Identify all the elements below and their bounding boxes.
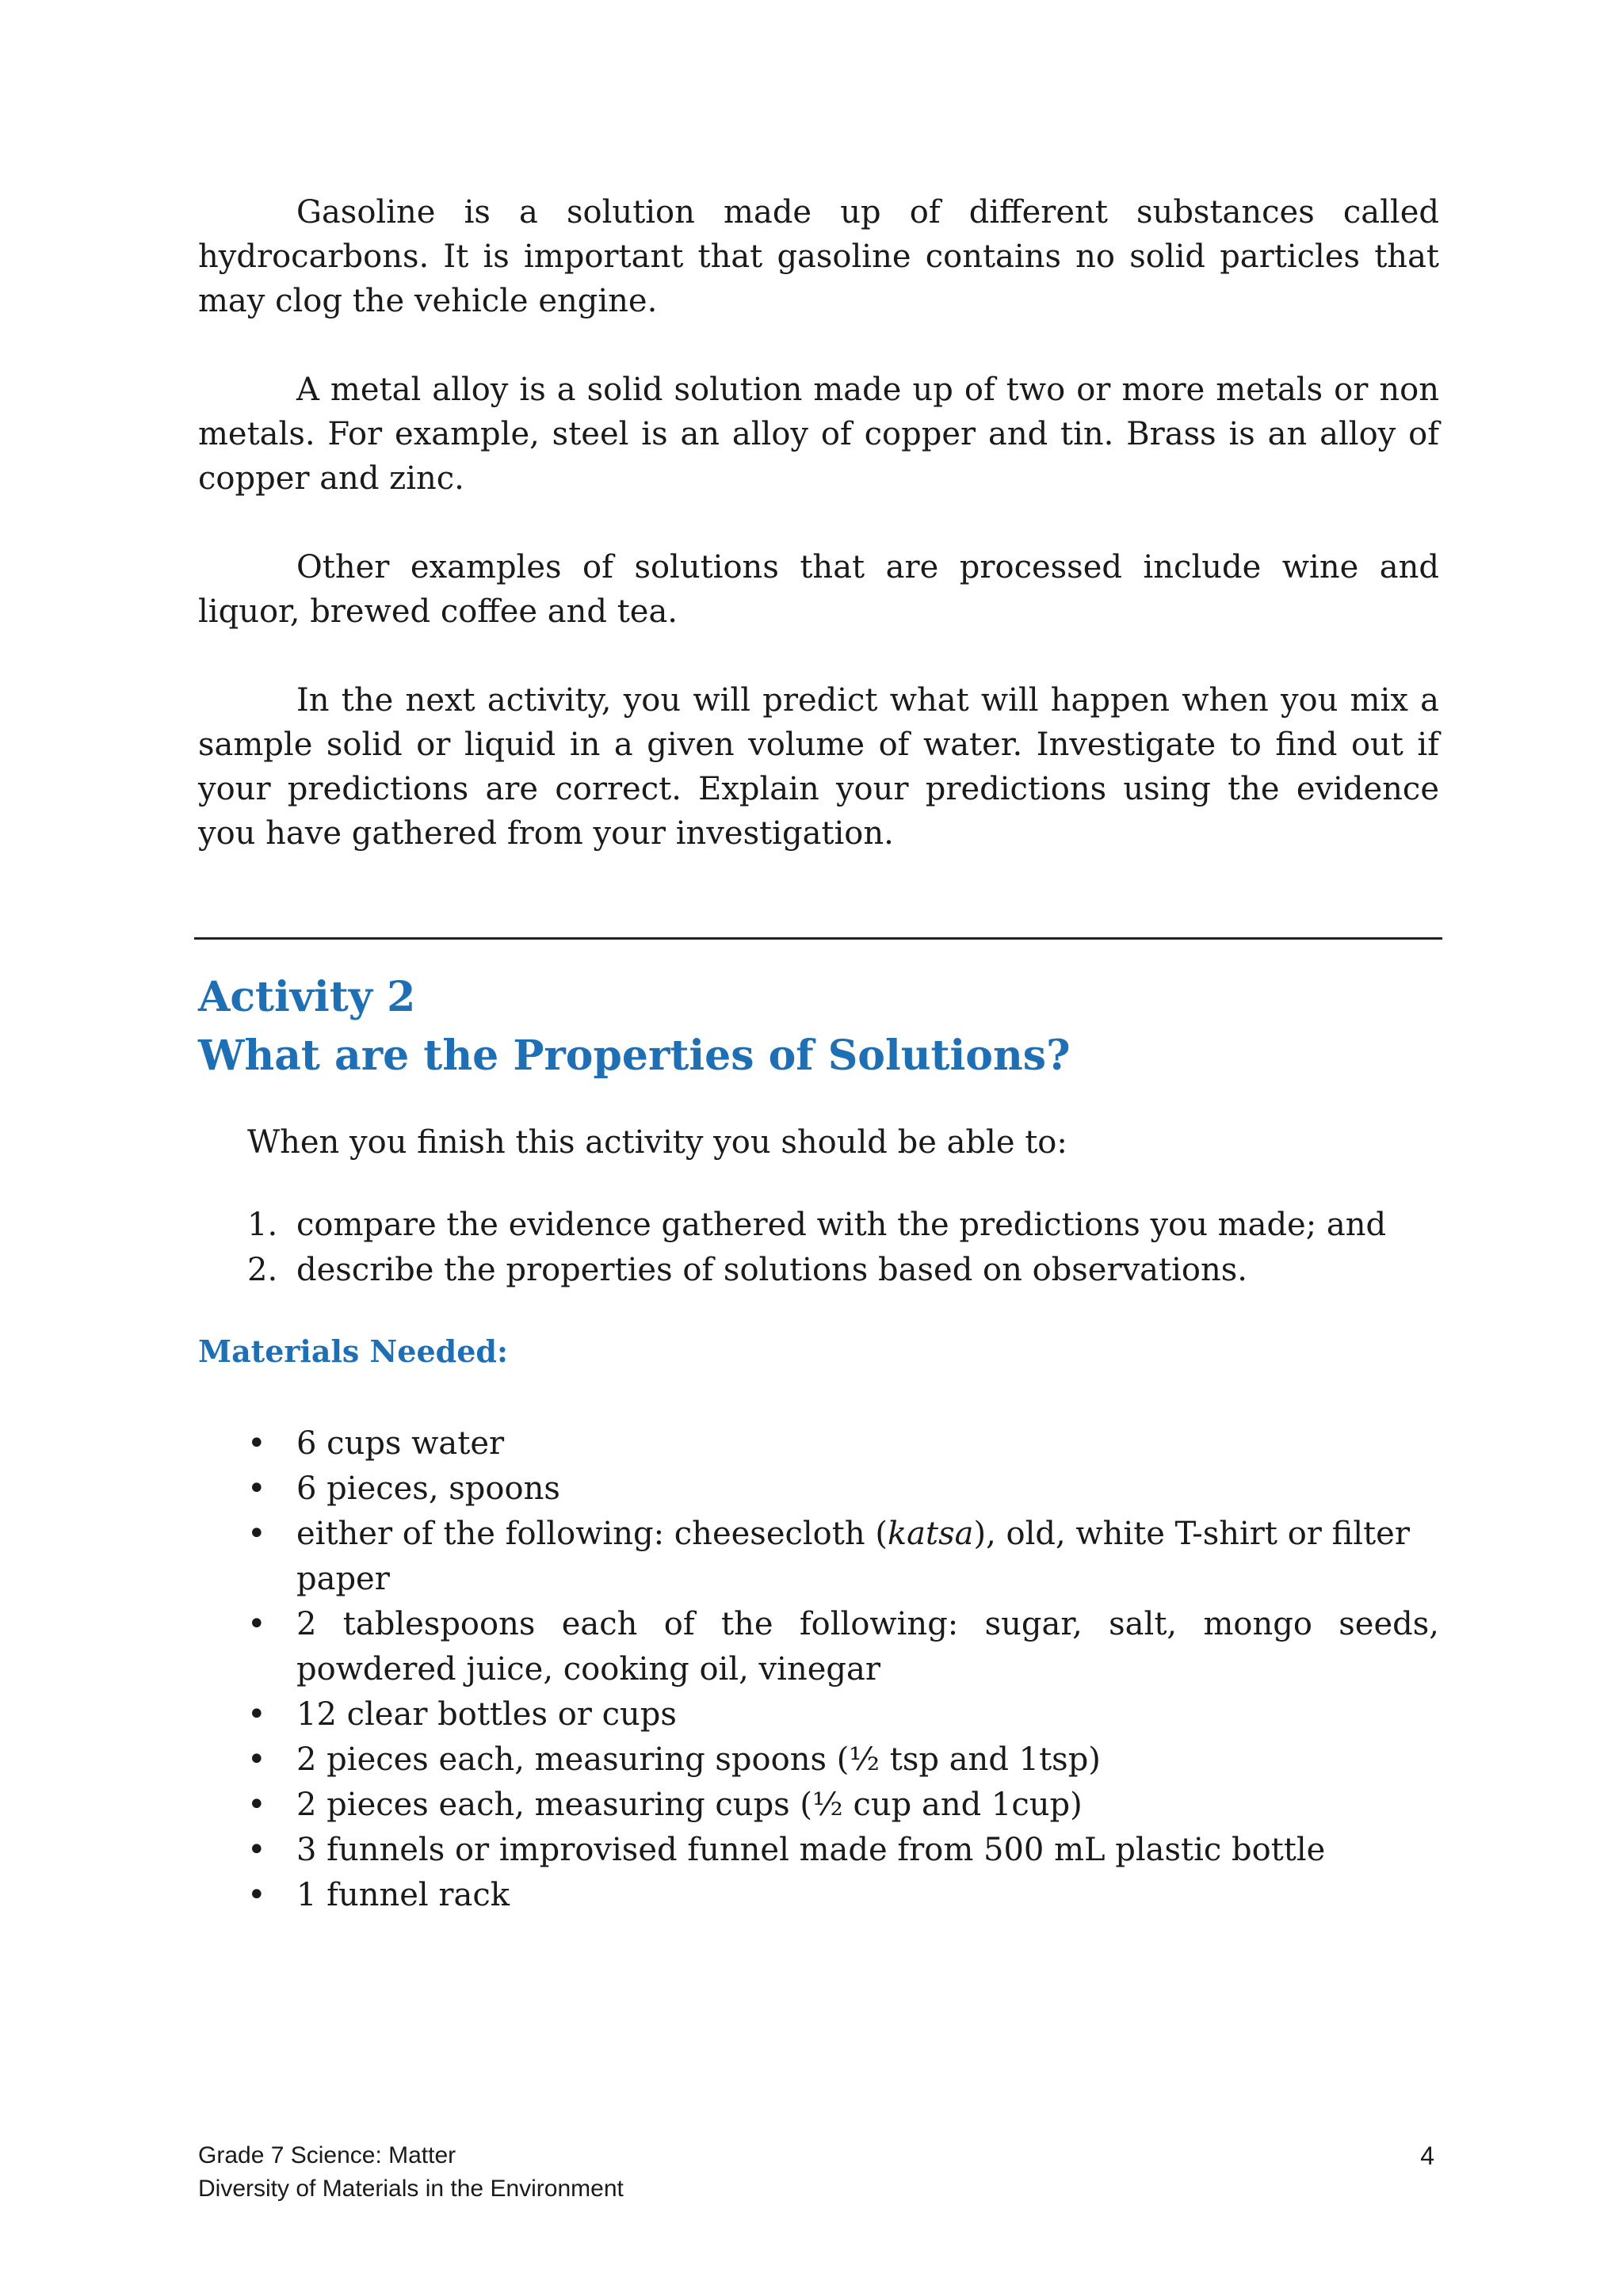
list-text: 6 pieces, spoons [296,1470,560,1507]
bullet-icon: • [247,1741,266,1778]
paragraph-next-activity: In the next activity, you will predict what will happen when you mix a sample solid or liquid in a given volume of water. Investigate to find out if your predictions are correct. Explain your predictions using the evidence you have gathered from your investigation. [198,682,1439,852]
list-item [247,1466,1439,1512]
activity-number: Activity 2 [198,973,416,1021]
bullet-icon: • [247,1606,266,1642]
list-text: 1 funnel rack [296,1877,510,1913]
list-text: 2 pieces each, measuring cups (½ cup and 1cup) [296,1787,1083,1823]
bullet-icon: • [247,1832,266,1868]
list-item [247,1692,1439,1737]
list-text: describe the properties of solutions based on observations. [296,1252,1247,1288]
list-item [247,1737,1439,1783]
list-text-start: either of the following: cheesecloth ( [296,1516,888,1552]
bullet-icon: • [247,1516,266,1552]
bullet-icon: • [247,1787,266,1823]
page-footer [198,2139,1439,2206]
section-divider [194,937,1442,940]
materials-list [247,1421,1439,1918]
list-item [247,1602,1439,1692]
list-item [247,1783,1439,1828]
page-number: 4 [1420,2142,1434,2170]
list-text: 6 cups water [296,1425,505,1462]
bullet-icon: • [247,1696,266,1733]
list-item [247,1248,1439,1293]
activity-section [198,968,1439,1918]
list-item [247,1421,1439,1466]
list-text-end: ), old, white T-shirt or filter paper [296,1516,1410,1597]
list-number: 2. [247,1252,278,1288]
materials-heading: Materials Needed: [198,1333,508,1369]
paragraph-gasoline: Gasoline is a solution made up of different substances called hydrocarbons. It is important that gasoline contains no solid particles that may clog the vehicle engine. [198,194,1439,319]
list-text-italic: katsa [887,1516,974,1552]
paragraph-metal-alloy: A metal alloy is a solid solution made up of two or more metals or non metals. For example, steel is an alloy of copper and tin. Brass is an alloy of copper and zinc. [198,372,1439,497]
list-text: compare the evidence gathered with the predictions you made; and [296,1207,1387,1243]
body-text [198,190,1439,900]
list-text: 2 pieces each, measuring spoons (½ tsp and 1tsp) [296,1741,1101,1778]
activity-title: What are the Properties of Solutions? [198,1032,1071,1080]
list-text: 2 tablespoons each of the following: sugar, salt, mongo seeds, powdered juice, cooking oil, vinegar [296,1606,1439,1688]
bullet-icon: • [247,1425,266,1462]
bullet-icon: • [247,1877,266,1913]
list-text: 12 clear bottles or cups [296,1696,677,1733]
objectives-list [247,1203,1439,1293]
activity-intro: When you finish this activity you should be able to: [247,1124,1067,1161]
list-item [247,1512,1439,1602]
list-text [296,1512,1439,1602]
list-item [247,1203,1439,1248]
footer-module: Diversity of Materials in the Environment [198,2176,624,2202]
list-item [247,1828,1439,1873]
bullet-icon: • [247,1470,266,1507]
list-text: 3 funnels or improvised funnel made from 500 mL plastic bottle [296,1832,1326,1868]
list-number: 1. [247,1207,278,1243]
paragraph-other-examples: Other examples of solutions that are processed include wine and liquor, brewed coffee and tea. [198,549,1439,630]
list-item [247,1873,1439,1918]
footer-course: Grade 7 Science: Matter [198,2142,456,2168]
